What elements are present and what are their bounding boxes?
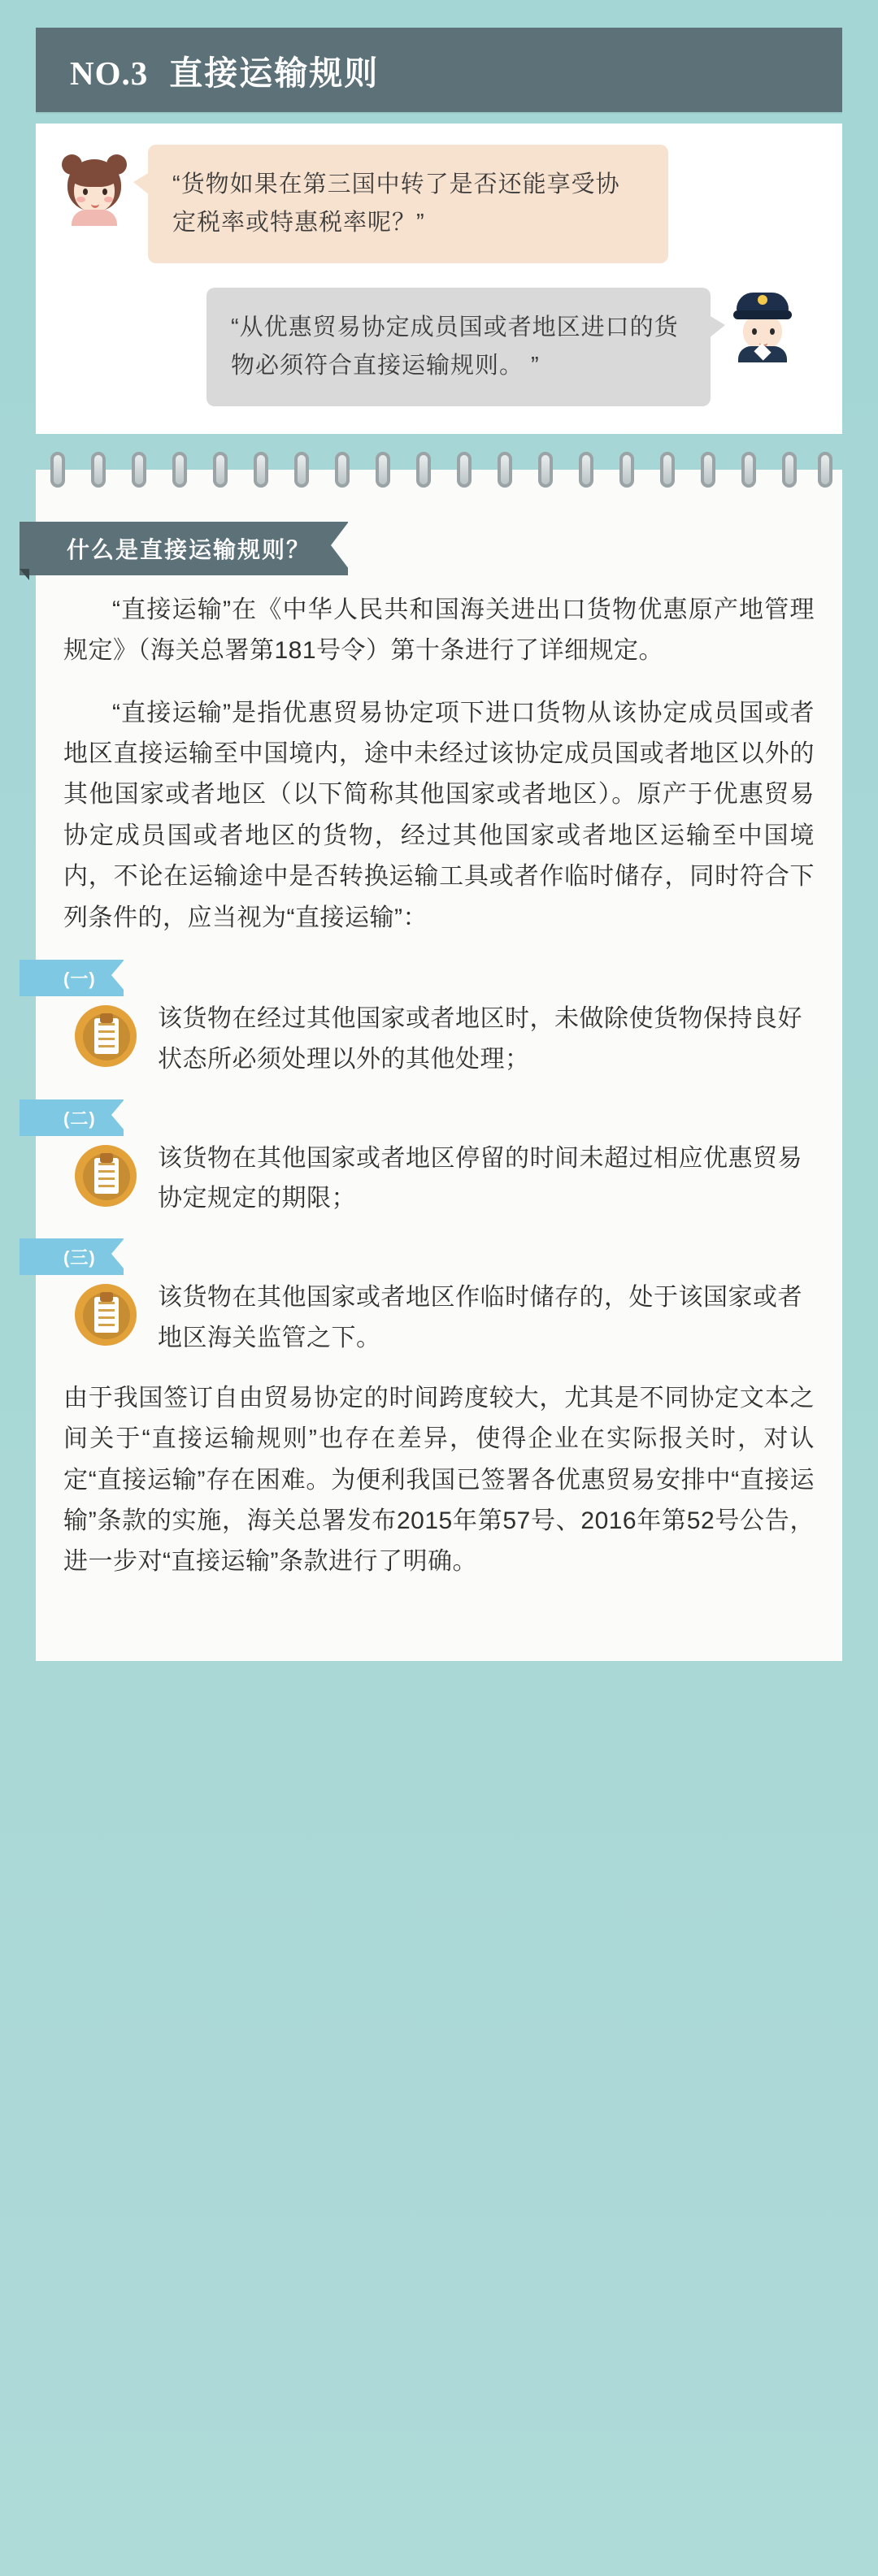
- item-row: [63, 1277, 815, 1359]
- answer-bubble: “从优惠贸易协定成员国或者地区进口的货物必须符合直接运输规则。 ”: [206, 288, 711, 406]
- list-item: [63, 1238, 815, 1359]
- header-banner: [36, 28, 842, 112]
- closing-paragraph: 由于我国签订自由贸易协定的时间跨度较大，尤其是不同协定文本之间关于“直接运输规则”也存在差异，使得企业在实际报关时，对认定“直接运输”存在困难。为便利我国已签署各优惠贸易安排中“直接运输”条款的实施，海关总署发布2015年第57号、2016年第52号公告，进一步对“直接运输”条款进行了明确。: [63, 1384, 815, 1576]
- document-icon: [75, 1284, 137, 1346]
- paper-footer-space: [63, 1604, 815, 1612]
- dialogue-card: [36, 124, 842, 434]
- list-item: [63, 1099, 815, 1220]
- item-row: [63, 1138, 815, 1220]
- notebook-rings: [36, 452, 842, 489]
- item-tag-wrap: [20, 960, 815, 994]
- question-row: [60, 145, 818, 263]
- paragraph-1: “直接运输”在《中华人民共和国海关进出口货物优惠原产地管理规定》（海关总署第181号令）第十条进行了详细规定。: [63, 596, 815, 665]
- item-text: 该货物在经过其他国家或者地区时，未做除使货物保持良好状态所必须处理以外的其他处理；: [158, 1005, 802, 1073]
- document-icon: [75, 1005, 137, 1067]
- item-tag-wrap: [20, 1238, 815, 1273]
- header-inner: [36, 46, 379, 94]
- section-ribbon-wrap: [20, 522, 815, 569]
- item-tag: (二): [20, 1099, 124, 1136]
- paragraph-2: “直接运输”是指优惠贸易协定项下进口货物从该协定成员国或者地区直接运输至中国境内，途中未经过该协定成员国或者地区以外的其他国家或者地区（以下简称其他国家或者地区）。原产于优惠贸易协定成员国或者地区的货物，经过其他国家或者地区运输至中国境内，不论在运输途中是否转换运输工具或者作临时储存，同时符合下列条件的，应当视为“直接运输”：: [63, 699, 815, 931]
- question-bubble: “货物如果在第三国中转了是否还能享受协定税率或特惠税率呢？”: [148, 145, 668, 263]
- header-number: NO.3: [70, 54, 149, 92]
- item-text: 该货物在其他国家或者地区作临时储存的，处于该国家或者地区海关监管之下。: [158, 1284, 802, 1351]
- item-tag: (一): [20, 960, 124, 996]
- content-paper: [36, 489, 842, 1661]
- answer-row: [60, 288, 818, 406]
- item-row: [63, 999, 815, 1080]
- document-icon: [75, 1145, 137, 1207]
- item-tag-wrap: [20, 1099, 815, 1134]
- girl-avatar-icon: [60, 153, 128, 221]
- page-title: 直接运输规则: [169, 54, 380, 92]
- item-text: 该货物在其他国家或者地区停留的时间未超过相应优惠贸易协定规定的期限；: [158, 1144, 802, 1212]
- list-item: [63, 960, 815, 1080]
- section-ribbon-label: 什么是直接运输规则？: [20, 522, 348, 575]
- item-tag: (三): [20, 1238, 124, 1275]
- customs-officer-avatar-icon: [728, 288, 797, 356]
